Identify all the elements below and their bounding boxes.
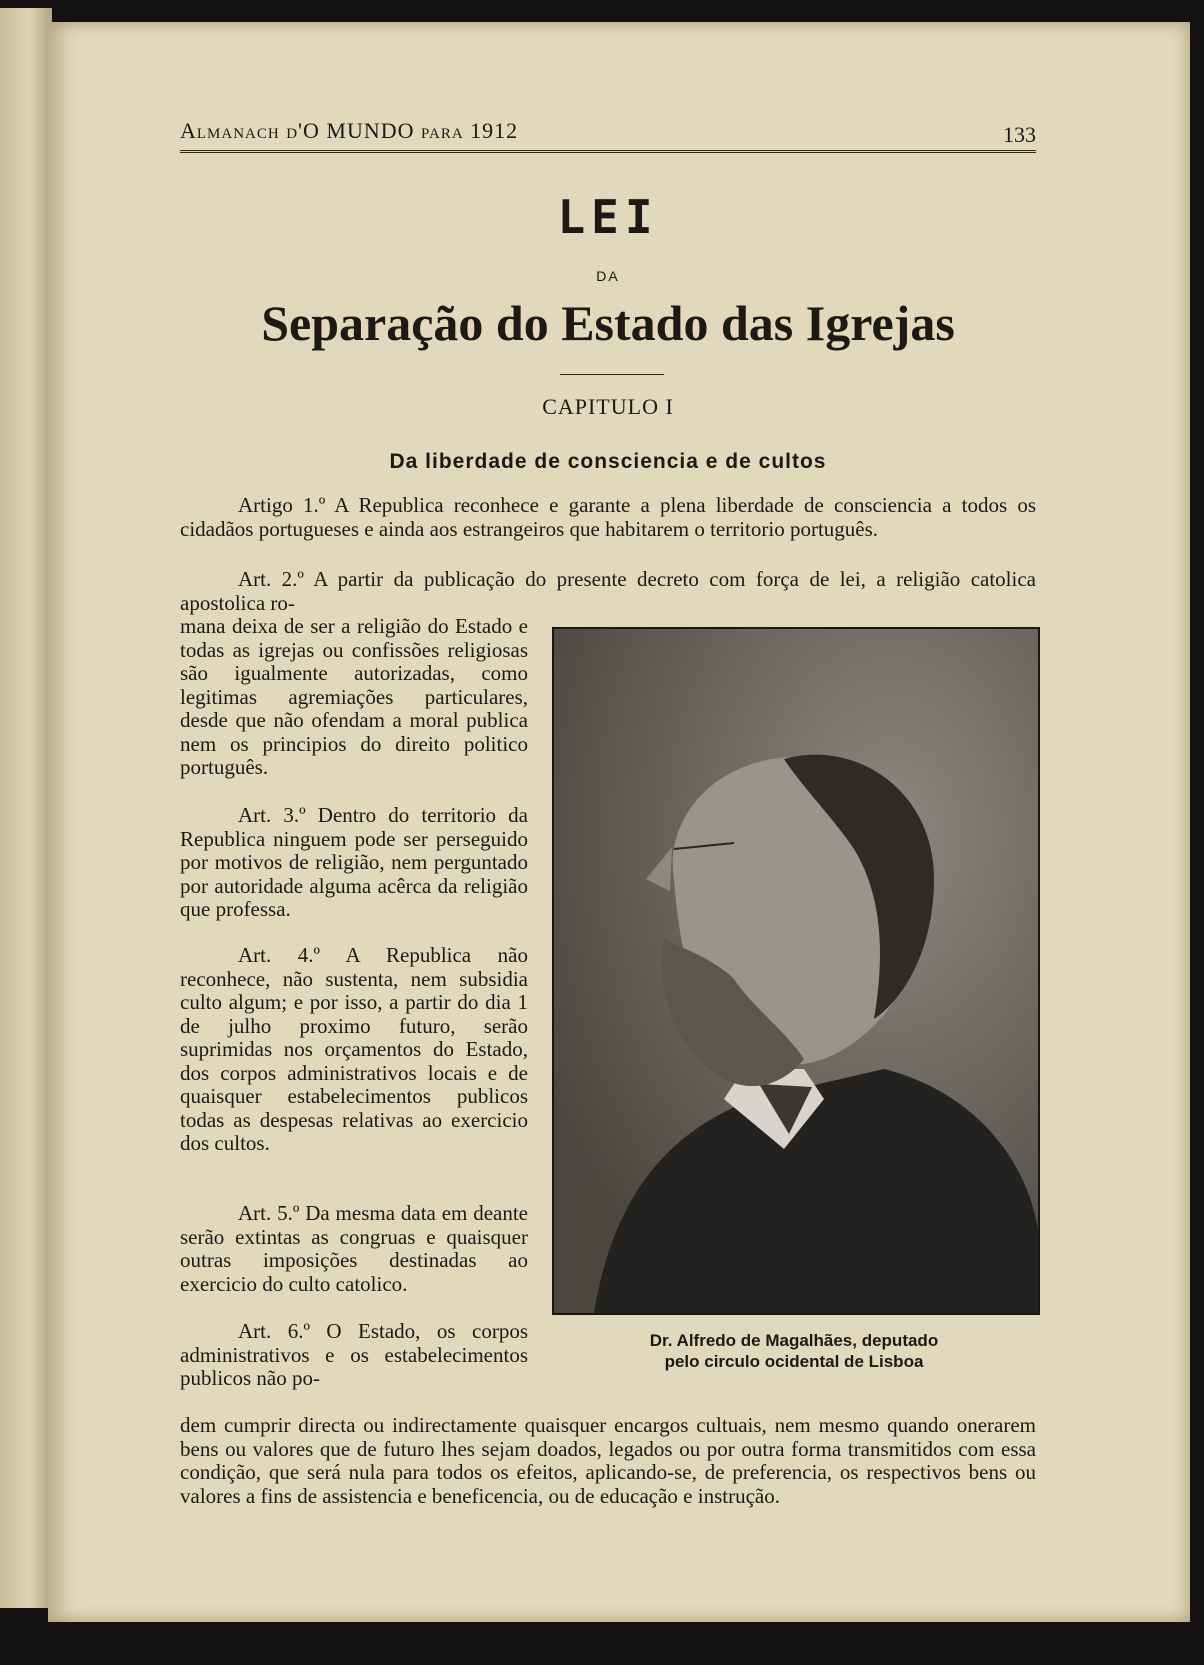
photo-caption xyxy=(552,1330,1036,1372)
book-page xyxy=(48,22,1190,1622)
title-divider xyxy=(560,374,664,375)
chapter-subtitle: Da liberdade de consciencia e de cultos xyxy=(389,450,827,473)
almanac-title: Almanach d'O MUNDO para 1912 xyxy=(180,118,519,143)
article-2-continued: mana deixa de ser a religião do Estado e todas as igrejas ou confissões religiosas são igualmente autorizadas, como legitimas agremiações particulares, desde que não ofendam a moral publica nem os principios do direito politico português. xyxy=(180,614,528,779)
heading-da: DA xyxy=(596,268,620,284)
page-title: Separação do Estado das Igrejas xyxy=(261,295,955,351)
article-6-end: dem cumprir directa ou indirectamente quaisquer encargos cultuais, nem mesmo quando onerarem bens ou valores que de futuro lhes sejam doados, legados ou por outra forma transmitidos com essa condição, que será nula para todos os efeitos, aplicando-se, de preferencia, os respectivos bens ou valores a fins de assistencia e beneficencia, ou de educação e instrução. xyxy=(180,1413,1036,1508)
article-6-start: Art. 6.º O Estado, os corpos administrativos e os estabelecimentos publicos não po- xyxy=(180,1319,528,1390)
chapter-heading: CAPITULO I xyxy=(542,394,674,419)
portrait-photo xyxy=(552,627,1040,1315)
article-3: Art. 3.º Dentro do territorio da Republica ninguem pode ser perseguido por motivos de religião, nem perguntado por autoridade alguma acêrca da religião que professa. xyxy=(180,803,528,921)
law-heading: LEI xyxy=(557,190,659,244)
caption-line-2: pelo circulo ocidental de Lisboa xyxy=(664,1352,924,1371)
caption-line-1: Dr. Alfredo de Magalhães, deputado xyxy=(649,1331,939,1350)
running-head xyxy=(180,110,1036,153)
article-2-intro: Art. 2.º A partir da publicação do presente decreto com força de lei, a religião catolica apostolica ro- xyxy=(180,567,1036,615)
facing-page-edge xyxy=(0,8,52,1608)
article-4: Art. 4.º A Republica não reconhece, não sustenta, nem subsidia culto algum; e por isso, a partir do dia 1 de julho proximo futuro, serão suprimidas nos orçamentos do Estado, dos corpos administrativos locais e de quaisquer estabelecimentos publicos todas as despesas relativas ao exercicio dos cultos. xyxy=(180,943,528,1155)
portrait-illustration xyxy=(554,629,1038,1313)
page-number: 133 xyxy=(1003,122,1036,147)
article-5: Art. 5.º Da mesma data em deante serão extintas as congruas e quaisquer outras imposições destinadas ao exercicio do culto catolico. xyxy=(180,1201,528,1296)
article-1: Artigo 1.º A Republica reconhece e garante a plena liberdade de consciencia a todos os cidadãos portugueses e ainda aos estrangeiros que habitarem o territorio português. xyxy=(180,493,1036,541)
